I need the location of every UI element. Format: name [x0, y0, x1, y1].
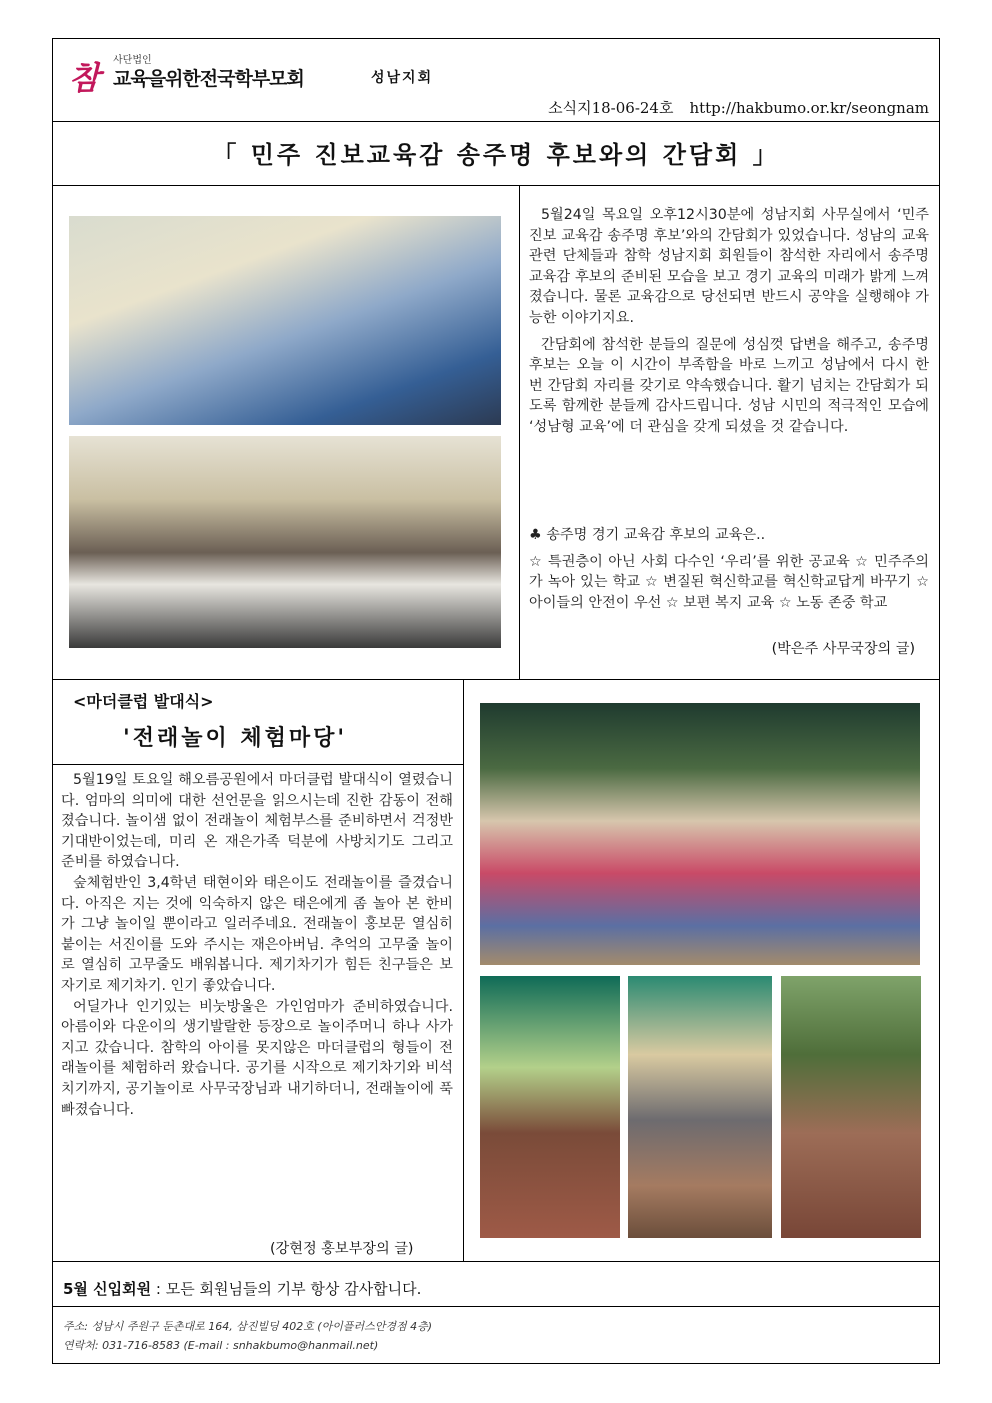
meeting-photo — [69, 436, 501, 648]
booth-photo — [628, 976, 772, 1238]
divider — [53, 679, 939, 680]
candidate-photo — [69, 216, 501, 425]
article1-title: 「 민주 진보교육감 송주명 후보와의 간담회 」 — [212, 141, 780, 169]
column-divider — [463, 679, 464, 1261]
play-photo — [781, 976, 921, 1238]
pledge-list-title: ♣ 송주명 경기 교육감 후보의 교육은.. — [529, 527, 766, 543]
divider — [53, 1306, 939, 1307]
divider — [53, 185, 939, 186]
divider — [53, 1261, 939, 1262]
article2-title: '전래놀이 체험마당' — [123, 726, 348, 751]
group-photo — [480, 703, 920, 965]
article1-body — [529, 205, 929, 438]
pledge-list-body: ☆ 특권층이 아닌 사회 다수인 ‘우리’를 위한 공교육 ☆ 민주주의가 녹아 있는 학교 ☆ 변질된 혁신학교를 혁신학교답게 바꾸기 ☆ 아이들의 안전이 우선 ☆ 보편 복지 교육 ☆ 노동 존중 학교 — [529, 553, 929, 611]
org-branch: 성남지회 — [371, 70, 434, 86]
column-divider — [519, 185, 520, 679]
divider — [53, 121, 939, 122]
article2-body — [61, 770, 453, 1120]
new-members-label: 5월 신입회원 — [63, 1280, 152, 1298]
article1-paragraph: 간담회에 참석한 분들의 질문에 성심껏 답변을 해주고, 송주명 후보는 오늘 이 시간이 부족함을 바로 느끼고 성남에서 다시 한 번 간담회 자리를 갖기로 약속했습니다. 활기 넘치는 간담회가 되도록 함께한 분들께 감사드립니다. 성남 시민의 적극적인 모습에 ‘성남형 교육’에 더 관심을 갖게 되셨을 것 같습니다. — [529, 336, 929, 435]
pledge-list — [529, 525, 929, 613]
org-name: 교육을위한전국학부모회 — [113, 68, 304, 90]
article1-signature: (박은주 사무국장의 글) — [771, 641, 915, 657]
new-members-line — [63, 1278, 421, 1299]
site-url: http://hakbumo.or.kr/seongnam — [689, 99, 929, 117]
new-members-text: : 모든 회원님들의 기부 항상 감사합니다. — [151, 1280, 422, 1298]
park-photo — [480, 976, 620, 1238]
newsletter-page — [52, 38, 940, 1364]
issue-line — [532, 97, 929, 118]
org-prefix: 사단법인 — [113, 55, 152, 66]
issue-number: 소식지18-06-24호 — [548, 99, 674, 117]
footer-address: 주소: 성남시 주원구 둔촌대로 164, 삼진빌딩 402호 (아이플러스안경점 4층) — [63, 1320, 433, 1333]
article2-paragraph: 5월19일 토요일 해오름공원에서 마더클럽 발대식이 열렸습니다. 엄마의 의미에 대한 선언문을 읽으시는데 진한 감동이 전해졌습니다. 놀이샘 없이 전래놀이 체험부스를 준비하면서 걱정반 기대반이었는데, 미리 온 재은가족 덕분에 사방치기도 그리고 준비를 하였습니다. — [61, 772, 453, 871]
divider — [53, 764, 464, 765]
article2-paragraph: 어딜가나 인기있는 비눗방울은 가인엄마가 준비하였습니다. 아름이와 다운이의 생기발랄한 등장으로 놀이주머니 하나 사가지고 갔습니다. 참학의 아이를 못지않은 마더클럽의 형들이 전래놀이를 체험하러 왔습니다. 공기를 시작으로 제기차기와 비석치기까지, 공기놀이로 사무국장님과 내기하더니, 전래놀이에 푹 빠졌습니다. — [61, 998, 453, 1118]
article2-paragraph: 숲체험반인 3,4학년 태현이와 태은이도 전래놀이를 즐겼습니다. 아직은 지는 것에 익숙하지 않은 태은에게 좀 놀아 본 한비가 그냥 놀이일 뿐이라고 일러주네요. 전래놀이 홍보문 열심히 붙이는 서진이를 도와 주시는 재은아버님. 추억의 고무줄 놀이로 열심히 고무줄도 배워봅니다. 제기차기가 힘든 친구들은 보자기로 제기차기. 인기 좋았습니다. — [61, 874, 453, 994]
article2-subtitle: <마더클럽 발대식> — [73, 692, 214, 711]
article1-paragraph: 5월24일 목요일 오후12시30분에 성남지회 사무실에서 ‘민주진보 교육감 송주명 후보’와의 간담회가 있었습니다. 성남의 교육 관련 단체들과 참학 성남지회 회원들이 참석한 자리에서 송주명 교육감 후보의 준비된 모습을 보고 경기 교육의 미래가 밝게 느껴졌습니다. 물론 교육감으로 당선되면 반드시 공약을 실행해야 가능한 이야기지요. — [529, 207, 929, 326]
footer-contact: 연락처: 031-716-8583 (E-mail : snhakbumo@hanmail.net) — [63, 1339, 379, 1352]
article2-signature: (강현정 홍보부장의 글) — [270, 1241, 414, 1257]
logo-mark: 참 — [69, 59, 100, 97]
